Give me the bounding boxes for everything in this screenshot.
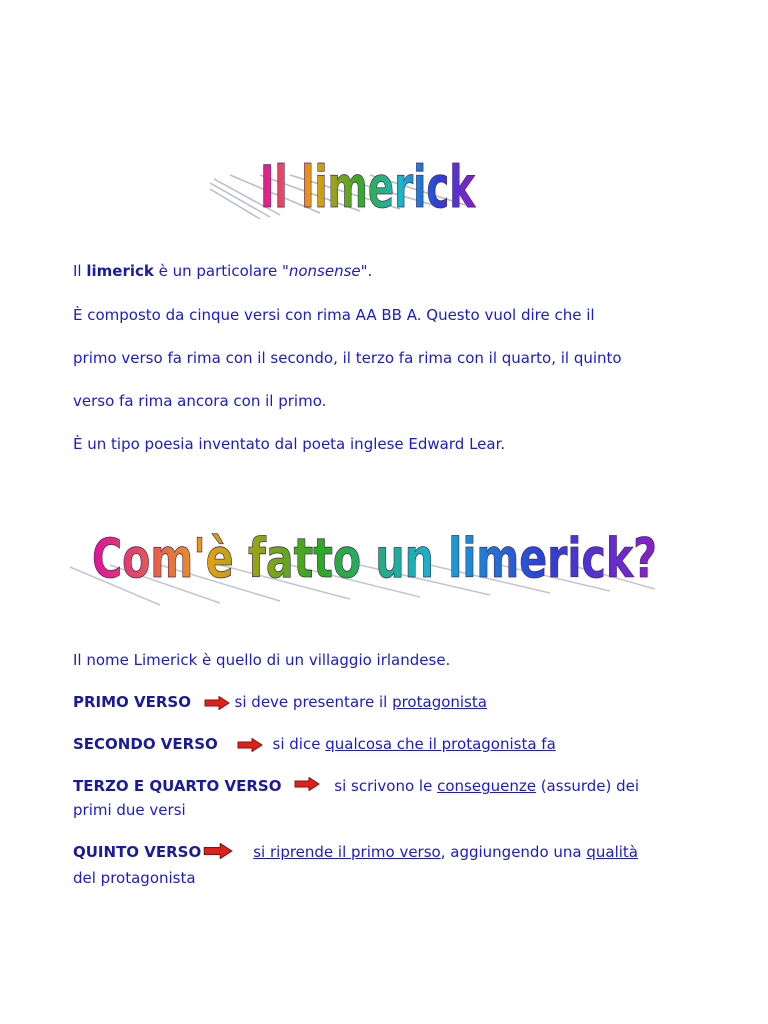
- intro-line-5: È un tipo poesia inventato dal poeta inglese Edward Lear.: [73, 435, 506, 453]
- quinto-verso-line-2: del protagonista: [73, 869, 196, 887]
- title-text: Il limerick: [260, 153, 476, 221]
- primo-verso-link[interactable]: si riprende il primo verso: [253, 843, 441, 861]
- primo-verso-line: PRIMO VERSO si deve presentare il protagonista: [73, 693, 487, 711]
- terzo-verso-line: TERZO E QUARTO VERSO si scrivono le conseguenze (assurde) dei: [73, 777, 640, 795]
- primo-verso-label: PRIMO VERSO: [73, 693, 191, 711]
- secondo-verso-label: SECONDO VERSO: [73, 735, 218, 753]
- right-arrow-icon: [204, 696, 230, 710]
- right-arrow-icon: [294, 777, 320, 791]
- quinto-verso-label: QUINTO VERSO: [73, 843, 202, 861]
- quinto-verso-line: QUINTO VERSO si riprende il primo verso, aggiungendo una qualità: [73, 843, 639, 861]
- qualcosa-link[interactable]: qualcosa che il protagonista fa: [325, 735, 556, 753]
- intro-line-2: È composto da cinque versi con rima AA BB A. Questo vuol dire che il: [73, 306, 595, 324]
- limerick-bold-word: limerick: [86, 262, 154, 280]
- subtitle-wordart: [70, 505, 670, 615]
- nonsense-italic: "nonsense": [281, 262, 368, 280]
- conseguenze-link[interactable]: conseguenze: [437, 777, 536, 795]
- intro-line-3: primo verso fa rima con il secondo, il terzo fa rima con il quarto, il quinto: [73, 349, 622, 367]
- right-arrow-icon: [237, 738, 263, 752]
- intro-line-4: verso fa rima ancora con il primo.: [73, 392, 327, 410]
- terzo-verso-label: TERZO E QUARTO VERSO: [73, 777, 282, 795]
- terzo-verso-line-2: primi due versi: [73, 801, 186, 819]
- qualita-link[interactable]: qualità: [586, 843, 639, 861]
- title-wordart: [200, 135, 490, 225]
- intro-line-1: Il limerick è un particolare "nonsense".: [73, 262, 373, 280]
- subtitle-text: Com'è fatto un limerick?: [92, 527, 657, 590]
- right-arrow-icon: [203, 843, 233, 859]
- protagonista-link[interactable]: protagonista: [392, 693, 487, 711]
- secondo-verso-line: SECONDO VERSO si dice qualcosa che il protagonista fa: [73, 735, 556, 753]
- origin-line: Il nome Limerick è quello di un villaggio irlandese.: [73, 651, 451, 669]
